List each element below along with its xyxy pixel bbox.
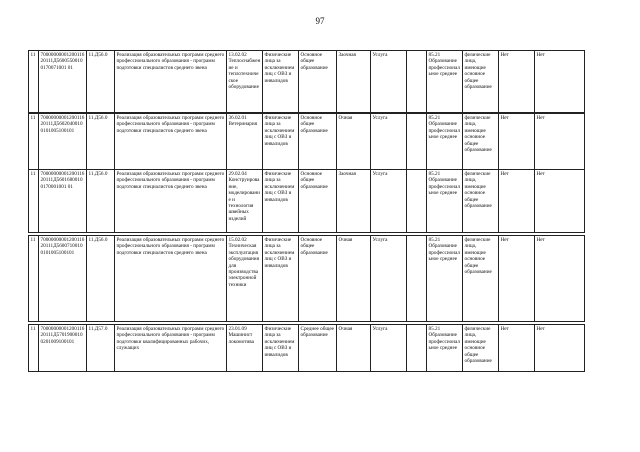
registry-code: 7000000000120011620111Д56016800100170001001 01 [39, 170, 87, 233]
service-type: Услуга [371, 114, 407, 170]
service-name: Реализация образовательных программ среднего профессионального образования - программ подготовки специалистов среднего звена [115, 236, 227, 322]
specialty: 36.02.01 Ветеринария [227, 114, 263, 170]
service-code: 11.Д57.0 [87, 325, 115, 372]
recipient-category: физические лица, имеющие основное общее образование [463, 236, 499, 322]
consumer-category: Физические лица за исключением лиц с ОВЗ и инвалидов [263, 114, 299, 170]
extra-flag: Нет [535, 114, 585, 170]
empty-cell [407, 236, 427, 322]
base-education: Основное общее образование [299, 236, 337, 322]
consumer-category: Физические лица за исключением лиц с ОВЗ и инвалидов [263, 51, 299, 113]
specialty: 13.02.02 Теплоснабжение и теплотехническое оборудование [227, 51, 263, 113]
okved-standard: 85.21 Образование профессиональное среднее [427, 114, 463, 170]
okved-standard: 85.21 Образование профессиональное среднее [427, 170, 463, 233]
consumer-category: Физические лица за исключением лиц с ОВЗ и инвалидов [263, 325, 299, 372]
table-row [29, 325, 585, 372]
table-row [29, 114, 585, 170]
paid-flag: Нет [499, 325, 535, 372]
paid-flag: Нет [499, 114, 535, 170]
empty-cell [407, 170, 427, 233]
study-form: Заочная [337, 51, 371, 113]
service-registry-table [28, 50, 585, 372]
consumer-category: Физические лица за исключением лиц с ОВЗ и инвалидов [263, 170, 299, 233]
service-code: 11.Д56.0 [87, 236, 115, 322]
consumer-category: Физические лица за исключением лиц с ОВЗ и инвалидов [263, 236, 299, 322]
service-code: 11.Д56.0 [87, 170, 115, 233]
row-number: 11 [29, 170, 39, 233]
specialty: 15.02.02 Техническая эксплуатация оборудования для производства электронной техники [227, 236, 263, 322]
table-row [29, 51, 585, 113]
okved-standard: 85.21 Образование профессиональное среднее [427, 236, 463, 322]
registry-code: 7000000000120011620111Д56020400100101005100101 [39, 114, 87, 170]
recipient-category: физические лица, имеющие основное общее образование [463, 51, 499, 113]
base-education: Среднее общее образование [299, 325, 337, 372]
recipient-category: физические лица, имеющие основное общее образование [463, 170, 499, 233]
specialty: 23.01.09 Машинист локомотива [227, 325, 263, 372]
okved-standard: 85.21 Образование профессиональное среднее [427, 51, 463, 113]
table-row [29, 236, 585, 322]
service-code: 11.Д56.0 [87, 51, 115, 113]
specialty: 29.02.04 Конструирование, моделирование и технология швейных изделий [227, 170, 263, 233]
page-number: 97 [315, 16, 325, 26]
paid-flag: Нет [499, 236, 535, 322]
row-number: 11 [29, 236, 39, 322]
study-form: Заочная [337, 170, 371, 233]
service-type: Услуга [371, 236, 407, 322]
extra-flag: Нет [535, 325, 585, 372]
recipient-category: физические лица, имеющие основное общее образование [463, 114, 499, 170]
registry-code: 7000000000120011620111Д56007100100101005100101 [39, 236, 87, 322]
row-number: 11 [29, 51, 39, 113]
service-type: Услуга [371, 51, 407, 113]
empty-cell [407, 51, 427, 113]
service-name: Реализация образовательных программ среднего профессионального образования - программ подготовки специалистов среднего звена [115, 51, 227, 113]
row-number: 11 [29, 114, 39, 170]
service-code: 11.Д56.0 [87, 114, 115, 170]
registry-code: 7000000000120011620111Д57019000100201009100101 [39, 325, 87, 372]
empty-cell [407, 325, 427, 372]
registry-code: 7000000000120011620111Д56005500100170071001 01 [39, 51, 87, 113]
service-type: Услуга [371, 170, 407, 233]
study-form: Очная [337, 325, 371, 372]
empty-cell [407, 114, 427, 170]
service-type: Услуга [371, 325, 407, 372]
base-education: Основное общее образование [299, 170, 337, 233]
service-name: Реализация образовательных программ среднего профессионального образования - программ подготовки специалистов среднего звена [115, 114, 227, 170]
row-number: 11 [29, 325, 39, 372]
paid-flag: Нет [499, 51, 535, 113]
base-education: Основное общее образование [299, 51, 337, 113]
paid-flag: Нет [499, 170, 535, 233]
okved-standard: 85.21 Образование профессиональное среднее [427, 325, 463, 372]
extra-flag: Нет [535, 170, 585, 233]
extra-flag: Нет [535, 51, 585, 113]
base-education: Основное общее образование [299, 114, 337, 170]
extra-flag: Нет [535, 236, 585, 322]
recipient-category: физические лица, имеющие основное общее образование [463, 325, 499, 372]
service-name: Реализация образовательных программ среднего профессионального образования - программ подготовки квалифицированных рабочих, служащих [115, 325, 227, 372]
table-row [29, 170, 585, 233]
study-form: Очная [337, 236, 371, 322]
service-name: Реализация образовательных программ среднего профессионального образования - программ подготовки специалистов среднего звена [115, 170, 227, 233]
study-form: Очная [337, 114, 371, 170]
